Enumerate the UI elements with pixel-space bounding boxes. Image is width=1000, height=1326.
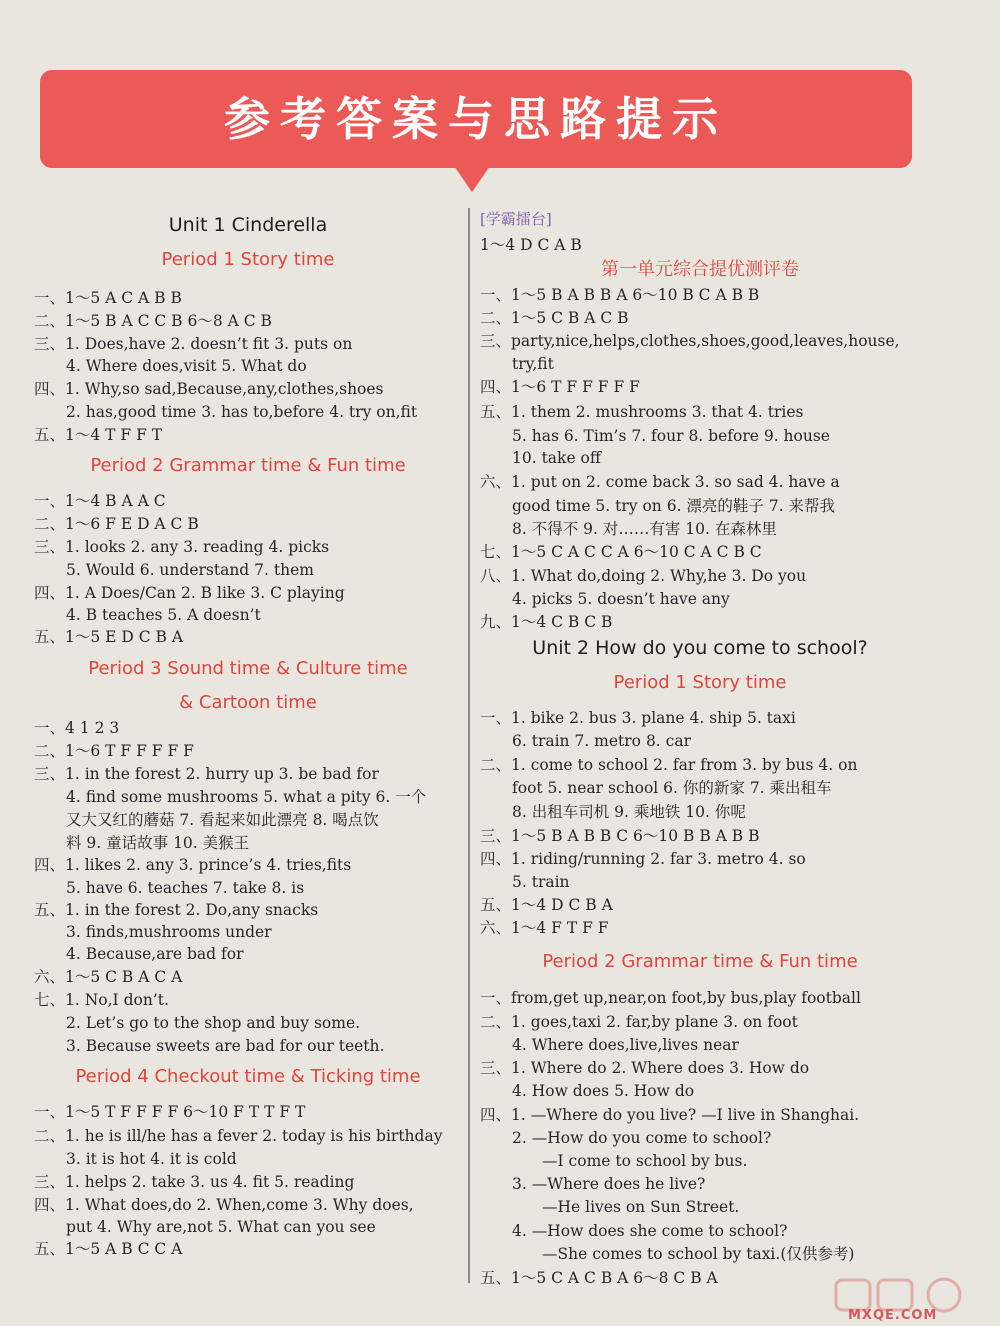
answer-line: 三、1. looks 2. any 3. reading 4. picks: [34, 538, 330, 556]
answer-line: 五、1～5 A B C C A: [34, 1240, 183, 1258]
section-heading: Period 2 Grammar time & Fun time: [542, 951, 858, 972]
answer-line: 九、1～4 C B C B: [480, 613, 613, 631]
answer-line: 八、1. What do,doing 2. Why,he 3. Do you: [480, 567, 807, 585]
answer-line: try,fit: [512, 355, 554, 373]
answer-line: 六、1～5 C B A C A: [34, 968, 183, 986]
answer-line: 三、party,nice,helps,clothes,shoes,good,leaves,house,: [480, 332, 900, 350]
answer-line: 四、1. Why,so sad,Because,any,clothes,shoes: [34, 380, 384, 398]
answer-line: 四、1. What does,do 2. When,come 3. Why does,: [34, 1196, 414, 1214]
answer-line: 六、1～4 F T F F: [480, 919, 609, 937]
answer-line: 三、1. Where do 2. Where does 3. How do: [480, 1059, 810, 1077]
answer-line: 二、1. goes,taxi 2. far,by plane 3. on foot: [480, 1013, 798, 1031]
banner-notch: [454, 166, 490, 192]
answer-line: 5. have 6. teaches 7. take 8. is: [66, 879, 305, 897]
answer-line: 一、1～5 B A B B A 6～10 B C A B B: [480, 286, 760, 304]
section-heading: Period 1 Story time: [161, 249, 335, 270]
answer-line: 二、1～6 T F F F F F: [34, 742, 194, 760]
answer-line: 四、1～6 T F F F F F: [480, 378, 640, 396]
answer-line: 4. B teaches 5. A doesn’t: [66, 606, 261, 624]
answer-line: 3. finds,mushrooms under: [66, 923, 272, 941]
section-heading: Unit 1 Cinderella: [168, 214, 328, 236]
column-divider: [468, 208, 470, 1283]
answer-line: 七、1. No,I don’t.: [34, 991, 169, 1009]
answer-line: 4. —How does she come to school?: [512, 1222, 788, 1240]
answer-line: 4. How does 5. How do: [512, 1082, 695, 1100]
answer-line: 8. 出租车司机 9. 乘地铁 10. 你呢: [512, 803, 746, 821]
answer-line: 四、1. riding/running 2. far 3. metro 4. so: [480, 850, 806, 868]
answer-line: —She comes to school by taxi.(仅供参考): [542, 1245, 855, 1263]
answer-line: 3. it is hot 4. it is cold: [66, 1150, 237, 1168]
answer-line: good time 5. try on 6. 漂亮的鞋子 7. 来帮我: [512, 497, 836, 515]
answer-line: 4. Where does,live,lives near: [512, 1036, 739, 1054]
answer-line: 2. has,good time 3. has to,before 4. try on,fit: [66, 403, 418, 421]
answer-line: 七、1～5 C A C C A 6～10 C A C B C: [480, 543, 762, 561]
section-heading: Period 3 Sound time & Culture time: [88, 658, 408, 679]
answer-line: 二、1～6 F E D A C B: [34, 515, 199, 533]
answer-line: 五、1～4 T F F T: [34, 426, 163, 444]
page-title: 参考答案与思路提示: [224, 92, 728, 146]
answer-line: 三、1. in the forest 2. hurry up 3. be bad for: [34, 765, 379, 783]
section-tag: [学霸擂台]: [480, 210, 552, 228]
answer-line: 三、1～5 B A B B C 6～10 B B A B B: [480, 827, 760, 845]
answer-line: —I come to school by bus.: [542, 1152, 748, 1170]
section-heading: Period 2 Grammar time & Fun time: [90, 455, 406, 476]
answer-line: 5. Would 6. understand 7. them: [66, 561, 314, 579]
watermark-text: MXQE.COM: [848, 1308, 938, 1323]
answer-line: 三、1. Does,have 2. doesn’t fit 3. puts on: [34, 335, 353, 353]
answer-line: 4. picks 5. doesn’t have any: [512, 590, 730, 608]
section-heading: Period 1 Story time: [613, 672, 787, 693]
answer-line: 一、1～5 A C A B B: [34, 289, 182, 307]
answer-line: —He lives on Sun Street.: [542, 1198, 740, 1216]
answer-line: 二、1. come to school 2. far from 3. by bus 4. on: [480, 756, 858, 774]
answer-line: 一、from,get up,near,on foot,by bus,play football: [480, 989, 861, 1007]
answer-line: 1～4 D C A B: [480, 236, 582, 254]
section-heading: 第一单元综合提优测评卷: [601, 259, 799, 280]
answer-line: 5. has 6. Tim’s 7. four 8. before 9. house: [512, 427, 830, 445]
answer-line: 四、1. likes 2. any 3. prince’s 4. tries,fits: [34, 856, 352, 874]
answer-line: 一、1～4 B A A C: [34, 492, 166, 510]
section-heading: Period 4 Checkout time & Ticking time: [75, 1066, 421, 1087]
answer-line: 二、1. he is ill/he has a fever 2. today is his birthday: [34, 1127, 443, 1145]
section-heading: & Cartoon time: [179, 692, 317, 713]
answer-line: 料 9. 童话故事 10. 美猴王: [66, 834, 250, 852]
answer-line: 二、1～5 B A C C B 6～8 A C B: [34, 312, 272, 330]
answer-line: foot 5. near school 6. 你的新家 7. 乘出租车: [512, 779, 832, 797]
answer-line: 三、1. helps 2. take 3. us 4. fit 5. reading: [34, 1173, 355, 1191]
answer-line: 又大又红的蘑菇 7. 看起来如此漂亮 8. 喝点饮: [66, 811, 379, 829]
answer-line: 4. Where does,visit 5. What do: [66, 357, 307, 375]
answer-line: 四、1. A Does/Can 2. B like 3. C playing: [34, 584, 345, 602]
answer-line: 4. find some mushrooms 5. what a pity 6. 一个: [66, 788, 427, 806]
answer-line: 2. Let’s go to the shop and buy some.: [66, 1014, 361, 1032]
answer-line: 3. —Where does he live?: [512, 1175, 706, 1193]
answer-line: put 4. Why are,not 5. What can you see: [66, 1218, 376, 1236]
answer-line: 二、1～5 C B A C B: [480, 309, 629, 327]
answer-line: 一、4 1 2 3: [34, 719, 120, 737]
answer-line: 4. Because,are bad for: [66, 945, 244, 963]
answer-line: 六、1. put on 2. come back 3. so sad 4. have a: [480, 473, 840, 491]
answer-line: 5. train: [512, 873, 570, 891]
answer-line: 四、1. —Where do you live? —I live in Shanghai.: [480, 1106, 860, 1124]
answer-line: 五、1. them 2. mushrooms 3. that 4. tries: [480, 403, 804, 421]
answer-line: 3. Because sweets are bad for our teeth.: [66, 1037, 385, 1055]
answer-line: 五、1. in the forest 2. Do,any snacks: [34, 901, 319, 919]
answer-line: 8. 不得不 9. 对……有害 10. 在森林里: [512, 520, 777, 538]
answer-line: 10. take off: [512, 449, 601, 467]
answer-line: 6. train 7. metro 8. car: [512, 732, 691, 750]
answer-line: 五、1～5 E D C B A: [34, 628, 184, 646]
answer-line: 五、1～5 C A C B A 6～8 C B A: [480, 1269, 718, 1287]
answer-line: 一、1. bike 2. bus 3. plane 4. ship 5. taxi: [480, 709, 796, 727]
answer-line: 一、1～5 T F F F F 6～10 F T T F T: [34, 1103, 306, 1121]
answer-line: 2. —How do you come to school?: [512, 1129, 772, 1147]
section-heading: Unit 2 How do you come to school?: [532, 637, 868, 659]
answer-line: 五、1～4 D C B A: [480, 896, 613, 914]
